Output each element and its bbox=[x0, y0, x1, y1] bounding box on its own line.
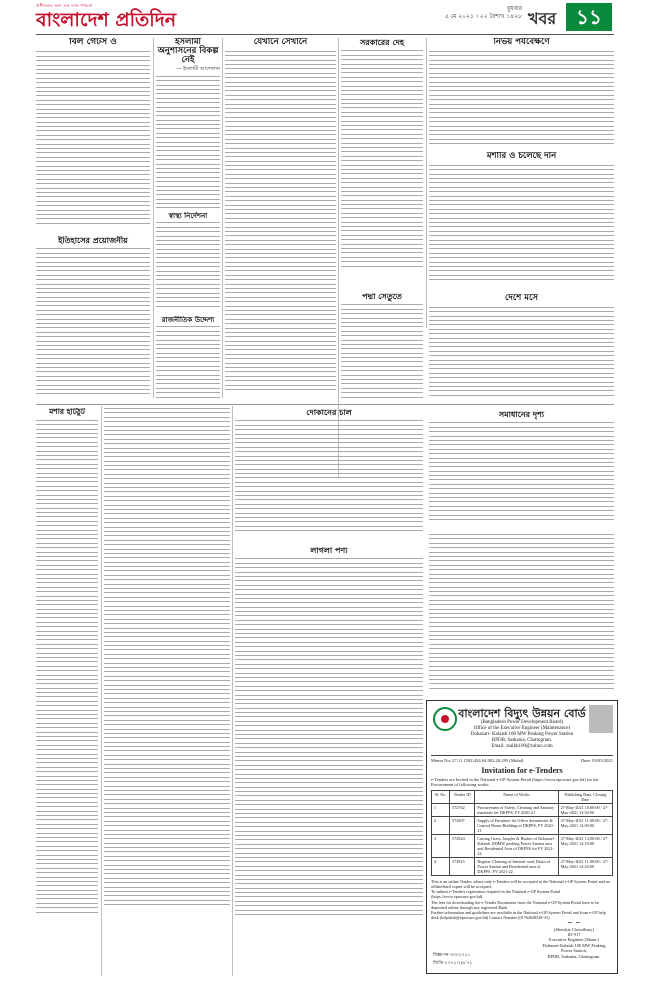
article-body bbox=[225, 51, 336, 390]
tender-col-header: Tender ID bbox=[450, 790, 475, 803]
tender-dates: 27-May-2021 11:00:00 / 27-May-2021 14:00:00 bbox=[558, 816, 612, 834]
article-body bbox=[36, 420, 98, 913]
tender-work-name: Cutting Grass, Jungles & Bushes of Dohazari-Kalaish 100MW peaking Power Station area and Residential Area of DKPPS for FY 2021-22 bbox=[475, 834, 558, 857]
tender-note: To submit e-Tenders registration required in the National e-GP System Portal (https://www.eprocure.gov.bd). bbox=[431, 889, 561, 900]
article-swasthya[interactable] bbox=[156, 212, 220, 312]
tender-signature-block bbox=[539, 921, 609, 959]
tender-note: This is an online Tender, where only e-Tenders will be accepted in the National e-GP System Portal and no offline/hard copies will be accepted. bbox=[431, 878, 610, 890]
article-jekhane[interactable] bbox=[225, 38, 336, 418]
masthead-tagline: স্বাধীনতার জন্য এক দশক পথচলা bbox=[36, 3, 93, 8]
article-rajniti[interactable] bbox=[156, 316, 220, 404]
tender-memo-date: Date: 03/05/2021 bbox=[580, 758, 613, 763]
section-rule bbox=[36, 404, 614, 405]
article-islami[interactable] bbox=[156, 38, 220, 210]
dateline bbox=[412, 5, 522, 21]
tender-sign-place: BPDB, Satkania, Chattogram. bbox=[547, 953, 601, 959]
article-body bbox=[429, 422, 614, 520]
tender-office-1: Office of the Executive Engineer (Maintenance) bbox=[473, 726, 571, 731]
tender-ref-2: জিডি-১৩৭১/২(৬`৭) bbox=[433, 960, 472, 965]
article-sorkarer[interactable] bbox=[341, 38, 423, 288]
article-headline: মশারি ও চলেছে দান bbox=[486, 152, 557, 161]
tender-org-en: (Bangladesh Power Development Board) bbox=[480, 720, 564, 725]
article-headline: সরকারের দেহ bbox=[359, 38, 405, 47]
column-divider bbox=[222, 38, 223, 398]
table-row bbox=[432, 816, 613, 834]
article-body bbox=[36, 51, 150, 223]
dateline-day: বুধবার bbox=[506, 5, 522, 12]
article-headline: স্বাস্থ্য নির্দেশনা bbox=[168, 212, 208, 220]
tender-memo-row bbox=[431, 755, 613, 763]
tender-work-name: Supply of Furniture for Office dormitories & Control Room Building of DKPPS, FY 2020-21 bbox=[475, 816, 558, 834]
column-divider bbox=[232, 406, 233, 976]
article-moshari[interactable] bbox=[429, 152, 614, 292]
tender-sl: 1 bbox=[432, 803, 450, 816]
article-body bbox=[36, 248, 150, 394]
article-nirbhoy[interactable] bbox=[429, 38, 614, 150]
section-name: খবর bbox=[528, 9, 557, 28]
article-desh[interactable] bbox=[429, 294, 614, 404]
tender-col-header: Publishing Date, Closing Date bbox=[558, 790, 612, 803]
bpdb-logo-icon bbox=[433, 707, 457, 731]
tender-sl: 2 bbox=[432, 816, 450, 834]
tender-sign-title: Executive Engineer (Maint.) bbox=[548, 937, 600, 943]
article-moshar[interactable] bbox=[36, 408, 98, 974]
article-itihasher[interactable] bbox=[36, 236, 150, 401]
page-header bbox=[0, 0, 650, 36]
signature-image: ~ ~ bbox=[567, 919, 581, 928]
page-number-badge: ১১ bbox=[566, 3, 612, 31]
table-row bbox=[432, 857, 613, 875]
tender-dates: 27-May-2021 12:00:00 / 27-May-2021 14:10:00 bbox=[558, 834, 612, 857]
tender-id: 572815 bbox=[450, 857, 475, 875]
article-body bbox=[429, 307, 614, 396]
article-moshar-continued[interactable] bbox=[104, 408, 230, 974]
tender-org-bn: বাংলাদেশ বিদ্যুৎ উন্নয়ন বোর্ড bbox=[458, 707, 586, 720]
portrait-image bbox=[589, 705, 613, 733]
tender-email: Email: ssaikh100@yahoo.com bbox=[491, 744, 553, 749]
article-shomadhan[interactable] bbox=[429, 410, 614, 530]
article-headline: ইতিহাসের প্রয়োজনীয় bbox=[58, 236, 128, 245]
masthead-logo[interactable] bbox=[36, 3, 176, 33]
tender-work-name: Procurement of Safety, Cleaning and Sanitary materials for DKPPS, FY 2020-21 bbox=[475, 803, 558, 816]
tender-notes bbox=[431, 879, 613, 921]
article-lagna[interactable] bbox=[235, 546, 423, 974]
column-divider bbox=[153, 38, 154, 398]
article-body bbox=[341, 304, 423, 397]
article-body bbox=[429, 165, 614, 280]
header-rule bbox=[36, 34, 614, 35]
tender-notice[interactable] bbox=[426, 700, 618, 974]
article-body bbox=[156, 222, 220, 306]
article-body bbox=[104, 408, 230, 905]
tender-table bbox=[431, 790, 613, 876]
article-body bbox=[429, 534, 614, 689]
table-row bbox=[432, 834, 613, 857]
article-bill-gates[interactable] bbox=[36, 38, 150, 234]
tender-ref bbox=[433, 951, 471, 967]
article-headline: নির্ভয় পর্যবেক্ষণে bbox=[493, 38, 550, 47]
tender-note: The fees for downloading the e-Tender Documents from the National e-GP System Portal have to be deposited online through any registered Bank. bbox=[431, 899, 600, 910]
article-shomadhan-continued[interactable] bbox=[429, 534, 614, 694]
article-headline: লাগলা পণ্য bbox=[310, 546, 348, 555]
tender-work-name: Regular Cleaning of Internal road, Drain of Power Station and Residential area of DKPPS, FY 2021-22 bbox=[475, 857, 558, 875]
article-body bbox=[235, 420, 423, 531]
article-headline: দোকানের চাল bbox=[306, 408, 352, 417]
article-headline: রাজনীতিক উদ্দেশ্য bbox=[161, 316, 215, 324]
tender-sl: 3 bbox=[432, 834, 450, 857]
tender-id: 572824 bbox=[450, 834, 475, 857]
article-headline: দেশে মসে bbox=[504, 294, 539, 303]
tender-intro: e-Tenders are Invited in the National e-GP System Portal (https://www.eprocure.gov.bd) for the Procurement of following works: bbox=[431, 777, 599, 788]
article-padma[interactable] bbox=[341, 292, 423, 407]
tender-note: Further information and guidelines are available in the National e-GP System Portal and from e-GP help desk (helpdesk@eprocure.gov.bd) Contact Number (01762628528-31). bbox=[431, 910, 606, 921]
article-headline: মশার হাটঠুট bbox=[49, 408, 85, 416]
article-body bbox=[341, 50, 423, 266]
dateline-date: ৫ মে ২০২১ । ২২ বৈশাখ ১৪২৮ bbox=[444, 13, 522, 20]
tender-id: 572807 bbox=[450, 816, 475, 834]
tender-title: Invitation for e-Tenders bbox=[481, 766, 563, 775]
article-body bbox=[156, 76, 220, 209]
tender-dates: 27-May-2021 11:00:00 / 27-May-2021 14:20:00 bbox=[558, 857, 612, 875]
article-headline: যেখানে সেখানে bbox=[253, 38, 308, 47]
column-divider bbox=[101, 406, 102, 976]
tender-memo: Memo No: 27.11.1582.424.04.002.26.293 (Mohd) bbox=[431, 758, 524, 763]
article-body bbox=[156, 326, 220, 397]
tender-dates: 27-May-2021 10:00:00 / 27-May-2021 13:50:00 bbox=[558, 803, 612, 816]
tender-col-header: Name of Works bbox=[475, 790, 558, 803]
tender-sign-id: ID-917 bbox=[567, 931, 581, 937]
tender-office-3: BPDB, Satkania, Chattogram. bbox=[491, 738, 553, 743]
article-headline: পদ্মা সেতুতে bbox=[362, 292, 402, 301]
article-chal[interactable] bbox=[235, 408, 423, 543]
table-row bbox=[432, 803, 613, 816]
tender-sign-name: (Shawkat Chowdhury) bbox=[554, 926, 594, 932]
tender-sl: 4 bbox=[432, 857, 450, 875]
tender-office-2: Dohazari- Kalaish 100 MW Peaking Power Station bbox=[470, 732, 574, 737]
tender-id: 572762 bbox=[450, 803, 475, 816]
article-body bbox=[429, 51, 614, 144]
article-headline: ইসলামী অনুশাসনের বিকল্প নেই bbox=[157, 38, 219, 65]
article-headline: বিল গেটস ও bbox=[69, 38, 117, 47]
tender-ref-1: বিজ্ঞাপন-৩/৩/২০২১ bbox=[433, 952, 471, 957]
article-byline: — ইসলামী আন্দোলন bbox=[176, 65, 220, 72]
article-headline: সমাধানের দৃশ্য bbox=[498, 410, 545, 419]
masthead-name: বাংলাদেশ প্রতিদিন bbox=[36, 9, 177, 31]
column-divider bbox=[426, 38, 427, 328]
tender-sign-office: Dohazari-Kalaish 100 MW Peaking Power Station, bbox=[542, 942, 606, 954]
tender-col-header: Sl. No. bbox=[432, 790, 450, 803]
article-body bbox=[235, 558, 423, 915]
